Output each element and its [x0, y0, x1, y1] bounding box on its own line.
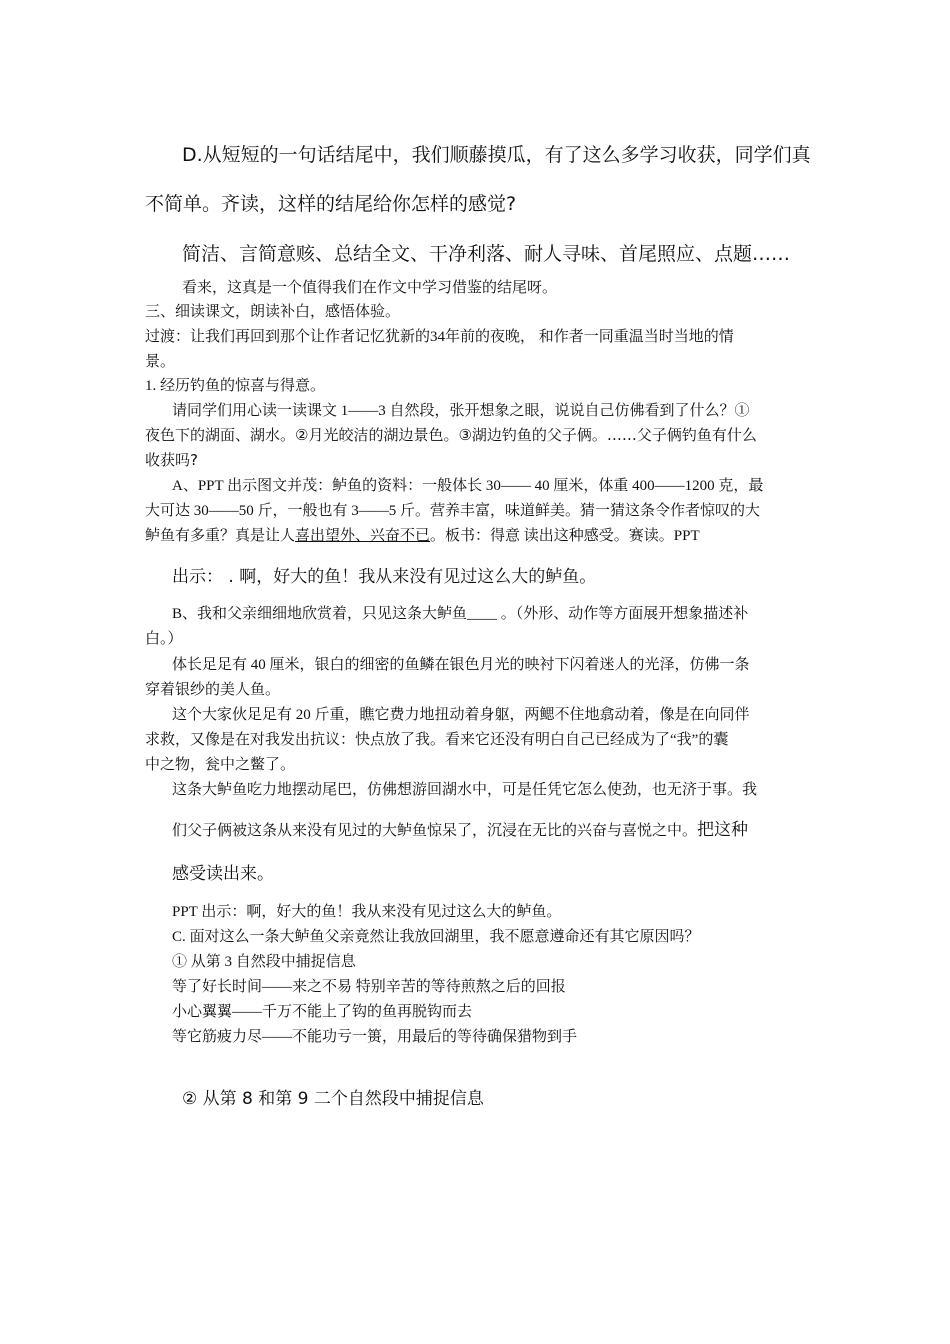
conclusion-line: 看来，这真是一个值得我们在作文中学习借鉴的结尾呀。: [182, 280, 558, 296]
description-1-line-2: 穿着银纱的美人鱼。: [145, 682, 281, 698]
part-a-line-2: 大可达 30——50 斤，一般也有 3——5 斤。营养丰富，味道鲜美。猜一猜这条令作者惊叹的大: [145, 503, 761, 519]
paragraph-d-answer: 简洁、言简意赅、总结全文、干净利落、耐人寻味、首尾照应、点题……: [182, 243, 791, 265]
description-2-line-3: 中之物，瓮中之鳖了。: [145, 757, 296, 773]
description-1-line-1: 体长足足有 40 厘米，银白的细密的鱼鳞在银色月光的映衬下闪着迷人的光泽，仿佛一条: [172, 657, 750, 673]
part-a-line-1: A、PPT 出示图文并茂：鲈鱼的资料：一般体长 30—— 40 厘米，体重 400——1200 克，最: [172, 478, 764, 494]
description-3-line-2: [172, 815, 748, 840]
part-a-line-3-text: 鲈鱼有多重？真是让人: [145, 528, 296, 544]
part-c-point-1-line-2: 小心翼翼——千万不能上了钩的鱼再脱钩而去: [172, 1004, 473, 1020]
reading-line-2: 夜色下的湖面、湖水。②月光皎洁的湖边景色。③湖边钓鱼的父子俩。……父子俩钓鱼有什么: [145, 426, 757, 444]
reading-line-3: 收获吗?: [145, 451, 198, 469]
part-c-point-1-heading: ① 从第 3 自然段中捕捉信息: [172, 954, 356, 970]
ppt-show-line: 出示： . 啊，好大的鱼！我从来没有见过这么大的鲈鱼。: [172, 567, 597, 587]
paragraph-d-line-1: D.从短短的一句话结尾中，我们顺藤摸瓜，有了这么多学习收获，同学们真: [182, 144, 811, 166]
section-three-heading: 三、细读课文，朗读补白，感悟体验。: [145, 304, 401, 320]
description-3-line-1: 这条大鲈鱼吃力地摆动尾巴，仿佛想游回湖水中，可是任凭它怎么使劲，也无济于事。我: [172, 782, 758, 798]
transition-line-2: 景。: [145, 354, 176, 370]
part-b-line-2: 白。）: [145, 631, 183, 647]
item-one-heading: 1. 经历钓鱼的惊喜与得意。: [145, 378, 326, 394]
description-2-line-2: 求救，又像是在对我发出抗议：快点放了我。看来它还没有明白自己已经成为了“我”的囊: [145, 732, 729, 748]
description-3-line-3: 感受读出来。: [172, 864, 274, 884]
part-c-point-1-line-1: 等了好长时间——来之不易 特别辛苦的等待煎熬之后的回报: [172, 979, 566, 995]
part-c-point-1-line-3: 等它筋疲力尽——不能功亏一篑，用最后的等待确保猎物到手: [172, 1029, 578, 1045]
description-3-line-2-tail: 把这种: [697, 820, 749, 840]
reading-line-1: 请同学们用心读一读课文 1——3 自然段，张开想象之眼，说说自己仿佛看到了什么？①: [172, 403, 750, 419]
transition-line-1: 过渡：让我们再回到那个让作者记忆犹新的34年前的夜晚， 和作者一同重温当时当地的情: [145, 329, 734, 345]
part-c-point-2-heading: ② 从第 8 和第 9 二个自然段中捕捉信息: [182, 1089, 484, 1109]
part-c-question: C. 面对这么一条大鲈鱼父亲竟然让我放回湖里，我不愿意遵命还有其它原因吗？: [172, 929, 700, 945]
description-2-line-1: 这个大家伙足足有 20 斤重，瞧它费力地扭动着身躯，两鳃不住地翕动着，像是在向同伴: [172, 707, 750, 723]
paragraph-d-line-2: 不简单。齐读，这样的结尾给你怎样的感觉?: [145, 193, 517, 215]
description-3-line-2-text: 们父子俩被这条从来没有见过的大鲈鱼惊呆了，沉浸在无比的兴奋与喜悦之中。: [172, 823, 698, 839]
part-a-line-3-tail: 。板书：得意 读出这种感受。赛读。PPT: [430, 528, 700, 544]
part-a-line-3: [145, 524, 700, 545]
underlined-phrase: 喜出望外、兴奋不已: [295, 528, 431, 544]
ppt-show-repeat: PPT 出示：啊，好大的鱼！我从来没有见过这么大的鲈鱼。: [172, 904, 562, 920]
part-b-line-1: B、我和父亲细细地欣赏着，只见这条大鲈鱼____ 。（外形、动作等方面展开想象描述补: [172, 606, 749, 622]
